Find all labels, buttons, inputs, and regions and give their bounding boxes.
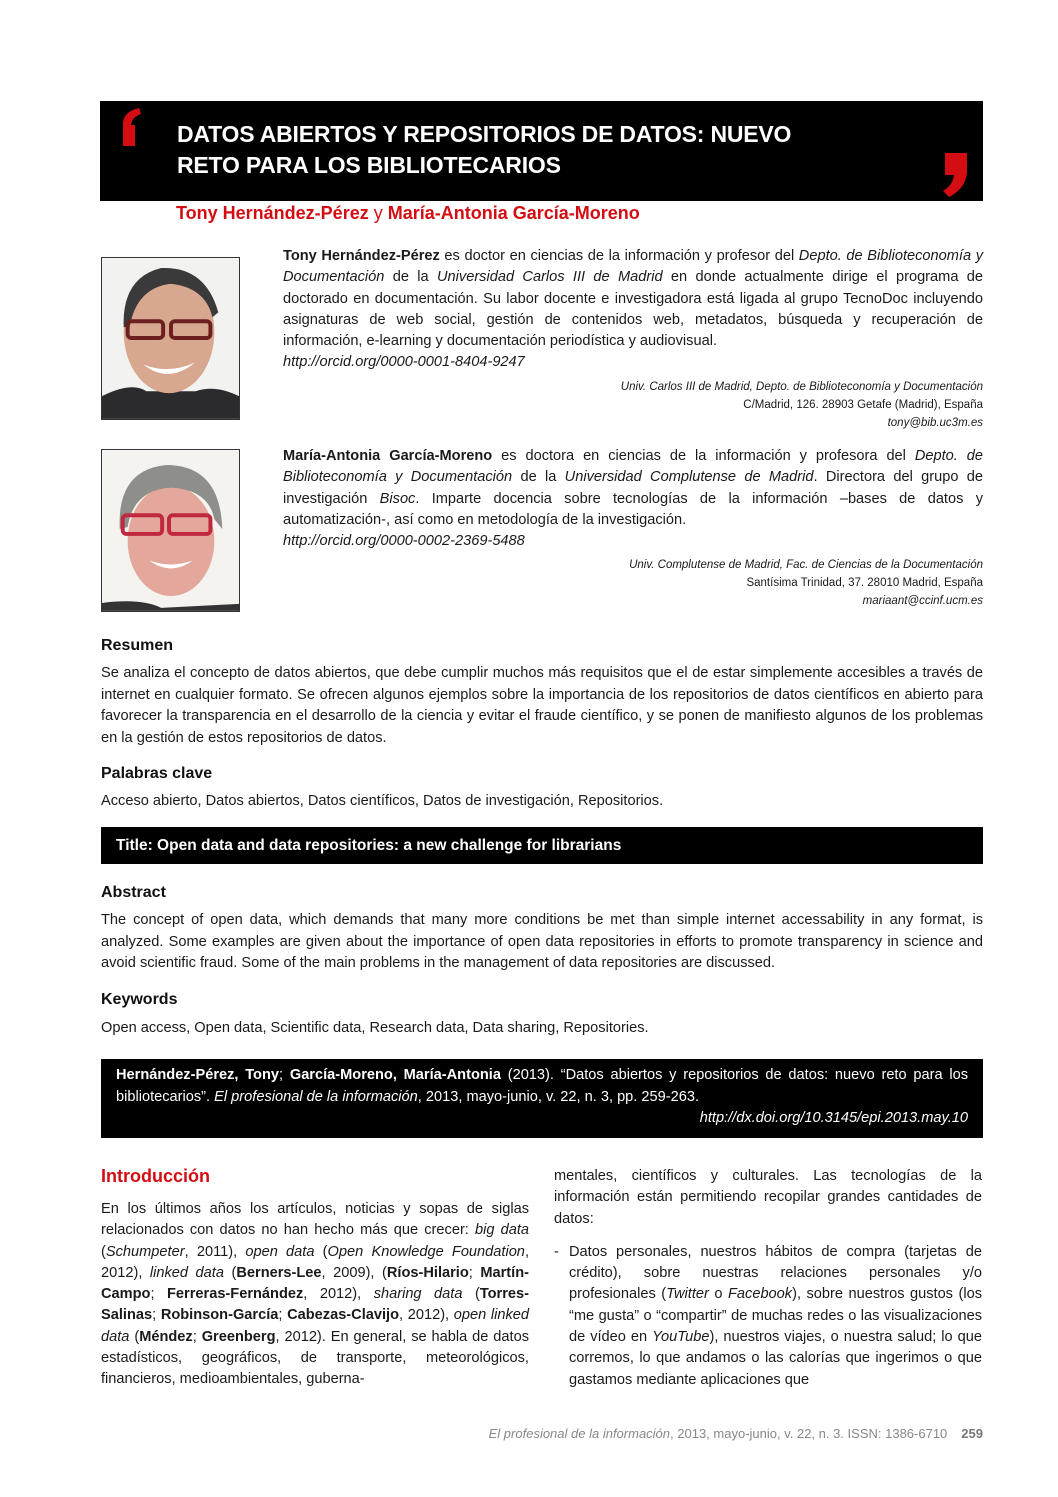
- author-bio: María-Antonia García-Moreno es doctora en ciencias de la información y profesora del Depto. de Biblioteconomía y Documentación de la Universidad Complutense de Madrid. Directora del grupo de investigación Bisoc. Imparte docencia sobre tecnologías de la información –bases de datos y automatización-, así como en metodología de la investigación. http://orcid.org/0000-0002-2369-5488: [283, 448, 983, 550]
- author-affiliation: Univ. Complutense de Madrid, Fac. de Ciencias de la Documentación Santísima Trinidad, 37. 28010 Madrid, España mariaant@ccinf.ucm.es: [500, 556, 983, 610]
- resumen-text: Se analiza el concepto de datos abiertos, que debe cumplir muchos más requisitos que el de estar simplemente accesibles a través de internet en cualquier formato. Se ofrecen algunos ejemplos sobre la importancia de los repositorios de datos científicos en abierto para favorecer la transparencia en el desarrollo de la ciencia y evitar el fraude científico, y se ponen de manifiesto algunos de los problemas en la gestión de estos repositorios de datos.: [101, 665, 983, 746]
- resumen-heading: Resumen: [101, 637, 174, 654]
- author-photo: [101, 257, 240, 420]
- portrait-man-image: [102, 258, 239, 419]
- english-title-bar: Title: Open data and data repositories: a new challenge for librarians: [101, 827, 983, 864]
- close-quote-icon: [941, 153, 967, 197]
- abstract-heading: Abstract: [101, 884, 166, 901]
- orcid-link[interactable]: http://orcid.org/0000-0001-8404-9247: [283, 354, 525, 371]
- author-name: Tony Hernández-Pérez: [176, 203, 369, 223]
- author-photo: [101, 449, 240, 612]
- page-number: 259: [961, 1426, 983, 1441]
- title-banner: [100, 101, 983, 201]
- email-link[interactable]: mariaant@ccinf.ucm.es: [862, 595, 983, 607]
- email-link[interactable]: tony@bib.uc3m.es: [887, 417, 983, 429]
- orcid-link[interactable]: http://orcid.org/0000-0002-2369-5488: [283, 533, 525, 550]
- article-title: DATOS ABIERTOS Y REPOSITORIOS DE DATOS: NUEVO RETO PARA LOS BIBLIOTECARIOS: [177, 121, 792, 178]
- palabras-clave-heading: Palabras clave: [101, 765, 213, 782]
- page-footer: El profesional de la información, 2013, mayo-junio, v. 22, n. 3. ISSN: 1386-6710 259: [488, 1426, 983, 1441]
- portrait-woman-image: [102, 450, 239, 611]
- author-affiliation: Univ. Carlos III de Madrid, Depto. de Biblioteconomía y Documentación C/Madrid, 126. 28903 Getafe (Madrid), España tony@bib.uc3m.es: [500, 378, 983, 432]
- introduccion-heading: Introducción: [101, 1166, 210, 1186]
- doi-link[interactable]: http://dx.doi.org/10.3145/epi.2013.may.10: [699, 1110, 968, 1126]
- palabras-clave-text: Acceso abierto, Datos abiertos, Datos científicos, Datos de investigación, Repositorios.: [101, 793, 664, 809]
- list-item: - Datos personales, nuestros hábitos de compra (tarjetas de crédito), sobre nuestras relaciones personales y/o profesionales (Twitter o Facebook), sobre nuestros gustos (los “me gusta” o “compartir” de muchas redes o las visualizaciones de vídeo en YouTube), nuestros viajes, o nuestra salud; lo que corremos, lo que andamos o las calorías que ingerimos o que gastamos mediante aplicaciones que: [554, 1243, 982, 1388]
- author-bio: Tony Hernández-Pérez es doctor en ciencias de la información y profesor del Depto. de Biblioteconomía y Documentación de la Universidad Carlos III de Madrid en donde actualmente dirige el programa de doctorado en documentación. Su labor docente e investigadora está ligada al grupo TecnoDoc incluyendo asignaturas de web social, gestión de contenidos web, metadatos, búsqueda y recuperación de información, e-learning y documentación periodística y audiovisual. http://orcid.org/0000-0001-8404-9247: [283, 248, 983, 371]
- author-line: Tony Hernández-Pérez y María-Antonia García-Moreno: [176, 203, 640, 223]
- open-quote-icon: [115, 108, 141, 146]
- citation-box: Hernández-Pérez, Tony; García-Moreno, María-Antonia (2013). “Datos abiertos y repositorios de datos: nuevo reto para los bibliotecarios”. El profesional de la información, 2013, mayo-junio, v. 22, n. 3, pp. 259-263. http://dx.doi.org/10.3145/epi.2013.may.10: [101, 1059, 983, 1138]
- abstract-text: The concept of open data, which demands that many more conditions be met than simple internet accessability in any format, is analyzed. Some examples are given about the importance of open data repositories in efforts to promote transparency in science and avoid scientific fraud. Some of the main problems in the management of data repositories are discussed.: [101, 912, 983, 971]
- keywords-text: Open access, Open data, Scientific data, Research data, Data sharing, Repositories.: [101, 1020, 649, 1036]
- author-name: María-Antonia García-Moreno: [387, 203, 640, 223]
- keywords-heading: Keywords: [101, 991, 178, 1008]
- intro-column-right: mentales, científicos y culturales. Las tecnologías de la información están permitiendo recopilar grandes cantidades de datos: - Datos personales, nuestros hábitos de compra (tarjetas de crédito), sobre nuestras relaciones personales y/o profesionales (Twitter o Facebook), sobre nuestros gustos (los “me gusta” o “compartir” de muchas redes o las visualizaciones de vídeo en YouTube), nuestros viajes, o nuestra salud; lo que corremos, lo que andamos o las calorías que ingerimos o que gastamos mediante aplicaciones que: [554, 1166, 982, 1391]
- intro-column-left: En los últimos años los artículos, noticias y sopas de siglas relacionados con datos no han hecho más que crecer: big data (Schumpeter, 2011), open data (Open Knowledge Foundation, 2012), linked data (Berners-Lee, 2009), (Ríos-Hilario; Martín-Campo; Ferreras-Fernández, 2012), sharing data (Torres-Salinas; Robinson-García; Cabezas-Clavijo, 2012), open linked data (Méndez; Greenberg, 2012). En general, se habla de datos estadísticos, geográficos, de transporte, meteorológicos, financieros, medioambientales, guberna-: [101, 1201, 530, 1388]
